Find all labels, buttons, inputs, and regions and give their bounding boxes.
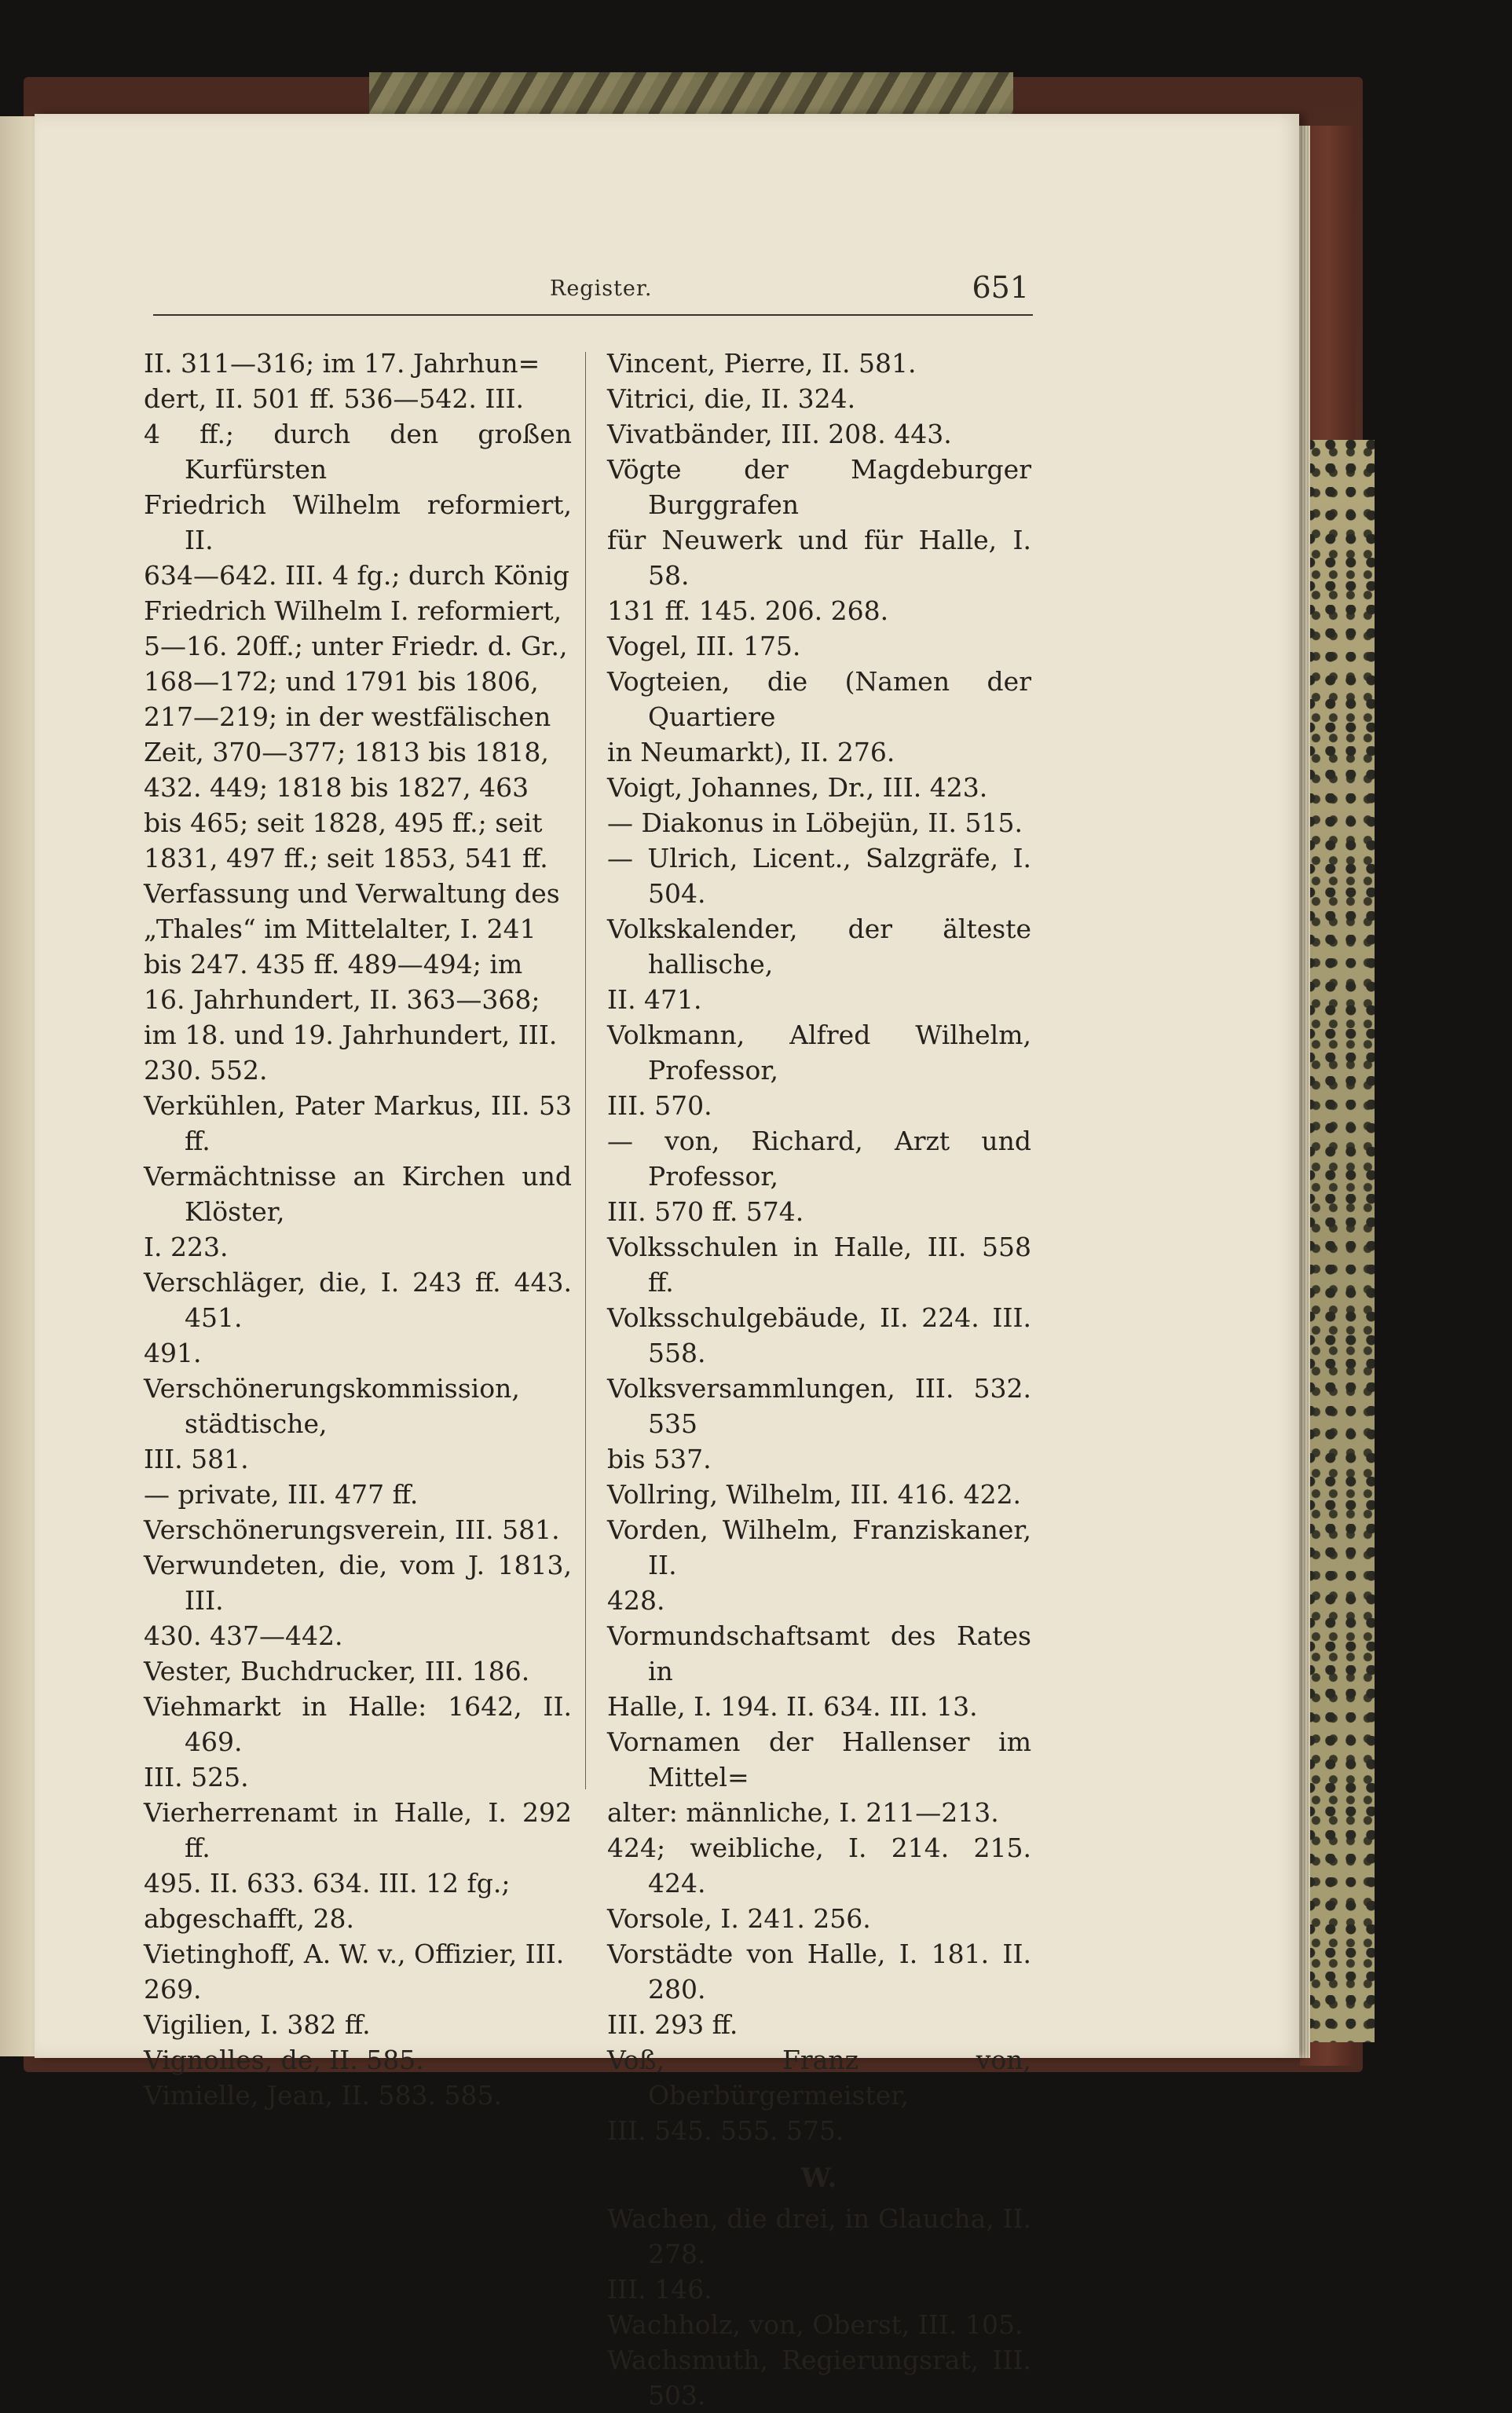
entry-line: in Neumarkt), II. 276.	[607, 737, 895, 767]
entry-line: Vitrici, die, II. 324.	[607, 383, 856, 414]
running-header: Register.	[550, 276, 653, 301]
entry-line: alter: männliche, I. 211—213.	[607, 1797, 999, 1828]
entry-line: für Neuwerk und für Halle, I. 58.	[607, 525, 1031, 591]
index-entry	[607, 840, 1031, 911]
marbled-endpaper	[1304, 440, 1375, 2042]
entry-line: Zeit, 370—377; 1813 bis 1818,	[144, 737, 549, 767]
header-rule	[153, 314, 1033, 316]
entry-line: 424; weibliche, I. 214. 215. 424.	[607, 1833, 1031, 1899]
entry-line: Verschönerungskommission, städtische,	[144, 1373, 520, 1439]
index-entry	[607, 911, 1031, 1017]
index-entry	[144, 2007, 572, 2042]
index-entry	[144, 1265, 572, 1371]
index-entry	[144, 1547, 572, 1653]
marbled-cover-top	[369, 72, 1013, 118]
entry-line: Vivatbänder, III. 208. 443.	[607, 419, 952, 449]
index-entry	[144, 346, 572, 876]
entry-line: Volksversammlungen, III. 532. 535	[607, 1373, 1031, 1439]
entry-line: bis 247. 435 ff. 489—494; im	[144, 949, 523, 979]
entry-line: im 18. und 19. Jahrhundert, III.	[144, 1020, 558, 1050]
entry-line: Halle, I. 194. II. 634. III. 13.	[607, 1691, 978, 1722]
entry-line: Vigilien, I. 382 ff.	[144, 2009, 371, 2040]
page-block-edges	[1299, 126, 1310, 2058]
entry-line: Vierherrenamt in Halle, I. 292 ff.	[144, 1797, 572, 1863]
entry-line: III. 293 ff.	[607, 2009, 738, 2040]
entry-line: Vignolles, de, II. 585.	[144, 2045, 424, 2075]
index-entry	[144, 1371, 572, 1477]
index-entry	[607, 1477, 1031, 1512]
index-entry	[607, 2342, 1031, 2413]
index-entry	[144, 2042, 572, 2078]
index-entry	[607, 1901, 1031, 1936]
entry-line: 131 ff. 145. 206. 268.	[607, 595, 889, 626]
entry-line: Verwundeten, die, vom J. 1813, III.	[144, 1550, 572, 1616]
index-entry	[607, 1123, 1031, 1229]
index-entry	[144, 1088, 572, 1159]
index-entry	[607, 2307, 1031, 2342]
entry-line: Verschläger, die, I. 243 ff. 443. 451.	[144, 1267, 572, 1333]
index-entry	[607, 1017, 1031, 1123]
entry-line: Vogteien, die (Namen der Quartiere	[607, 666, 1031, 732]
entry-line: Volkskalender, der älteste hallische,	[607, 914, 1031, 979]
entry-line: Volkmann, Alfred Wilhelm, Professor,	[607, 1020, 1031, 1086]
entry-line: I. 223.	[144, 1232, 229, 1262]
entry-line: Verschönerungsverein, III. 581.	[144, 1514, 560, 1545]
entry-line: Vogel, III. 175.	[607, 631, 801, 661]
entry-line: 428.	[607, 1585, 665, 1616]
index-entry	[607, 2042, 1031, 2148]
entry-line: bis 537.	[607, 1444, 712, 1474]
entry-line: II. 311—316; im 17. Jahrhun=	[144, 348, 540, 379]
index-entry	[607, 1229, 1031, 1300]
page-number: 651	[972, 270, 1029, 305]
index-entry	[607, 1724, 1031, 1901]
entry-line: 430. 437—442.	[144, 1620, 343, 1651]
index-entry	[607, 452, 1031, 628]
entry-line: bis 465; seit 1828, 495 ff.; seit	[144, 807, 543, 838]
entry-line: III. 581.	[144, 1444, 249, 1474]
entry-line: 432. 449; 1818 bis 1827, 463	[144, 772, 529, 803]
entry-line: — von, Richard, Arzt und Professor,	[607, 1126, 1031, 1192]
entry-line: III. 146.	[607, 2274, 712, 2305]
section-w-entries	[607, 2201, 1031, 2413]
entry-line: — private, III. 477 ff.	[144, 1479, 419, 1510]
entry-line: — Diakonus in Löbejün, II. 515.	[607, 807, 1023, 838]
entry-line: 634—642. III. 4 fg.; durch König	[144, 560, 569, 591]
entry-line: Vornamen der Hallenser im Mittel=	[607, 1726, 1031, 1792]
entry-line: Verfassung und Verwaltung des	[144, 878, 560, 909]
entry-line: Viehmarkt in Halle: 1642, II. 469.	[144, 1691, 572, 1757]
index-entry	[144, 1653, 572, 1689]
entry-line: 4 ff.; durch den großen Kurfürsten	[144, 419, 572, 485]
index-entry	[144, 876, 572, 1088]
entry-line: abgeschafft, 28.	[144, 1903, 354, 1934]
entry-line: Vorsole, I. 241. 256.	[607, 1903, 871, 1934]
entry-line: Vester, Buchdrucker, III. 186.	[144, 1656, 530, 1686]
left-page-edge	[0, 116, 38, 2056]
entry-line: Vorden, Wilhelm, Franziskaner, II.	[607, 1514, 1031, 1580]
entry-line: III. 570.	[607, 1090, 712, 1121]
entry-line: Vermächtnisse an Kirchen und Klöster,	[144, 1161, 572, 1227]
index-entry	[144, 1936, 572, 2007]
index-entry	[607, 770, 1031, 805]
entry-line: Vorstädte von Halle, I. 181. II. 280.	[607, 1939, 1031, 2005]
right-entries	[607, 346, 1031, 2148]
entry-line: 16. Jahrhundert, II. 363—368;	[144, 984, 540, 1015]
index-entry	[607, 381, 1031, 416]
index-column-left	[144, 346, 572, 2113]
entry-line: „Thales“ im Mittelalter, I. 241	[144, 914, 536, 944]
column-divider	[585, 352, 586, 1789]
entry-line: Friedrich Wilhelm I. reformiert,	[144, 595, 562, 626]
entry-line: 1831, 497 ff.; seit 1853, 541 ff.	[144, 843, 548, 873]
index-entry	[607, 1618, 1031, 1724]
index-entry	[607, 1512, 1031, 1618]
entry-line: Wachsmuth, Regierungsrat, III. 503.	[607, 2345, 1031, 2411]
entry-line: — Ulrich, Licent., Salzgräfe, I. 504.	[607, 843, 1031, 909]
entry-line: Vimielle, Jean, II. 583. 585.	[144, 2080, 502, 2111]
index-entry	[607, 416, 1031, 452]
entry-line: Voß, Franz von, Oberbürgermeister,	[607, 2045, 1031, 2111]
entry-line: Wachholz, von, Oberst, III. 105.	[607, 2309, 1023, 2340]
index-entry	[607, 1300, 1031, 1371]
index-entry	[144, 1159, 572, 1265]
entry-line: dert, II. 501 ff. 536—542. III.	[144, 383, 524, 414]
entry-line: 168—172; und 1791 bis 1806,	[144, 666, 539, 697]
index-entry	[144, 1689, 572, 1795]
entry-line: 230. 552.	[144, 1055, 268, 1086]
entry-line: 269.	[144, 1974, 202, 2005]
entry-line: 491.	[144, 1338, 202, 1368]
index-entry	[144, 1512, 572, 1547]
entry-line: III. 570 ff. 574.	[607, 1196, 804, 1227]
entry-line: 217—219; in der westfälischen	[144, 701, 551, 732]
index-entry	[144, 1477, 572, 1512]
entry-line: III. 525.	[144, 1762, 249, 1792]
entry-line: Friedrich Wilhelm reformiert, II.	[144, 489, 572, 555]
index-column-right	[607, 346, 1031, 2413]
entry-line: III. 545. 555. 575.	[607, 2115, 844, 2146]
entry-line: Verkühlen, Pater Markus, III. 53 ff.	[144, 1090, 572, 1156]
index-entry	[607, 1371, 1031, 1477]
entry-line: Wachen, die drei, in Glaucha, II. 278.	[607, 2203, 1031, 2269]
entry-line: Vormundschaftsamt des Rates in	[607, 1620, 1031, 1686]
entry-line: 495. II. 633. 634. III. 12 fg.;	[144, 1868, 511, 1899]
entry-line: Vincent, Pierre, II. 581.	[607, 348, 917, 379]
entry-line: Volksschulen in Halle, III. 558 ff.	[607, 1232, 1031, 1298]
entry-line: 5—16. 20ff.; unter Friedr. d. Gr.,	[144, 631, 568, 661]
entry-line: II. 471.	[607, 984, 702, 1015]
index-entry	[607, 2201, 1031, 2307]
index-entry	[144, 1795, 572, 1936]
entry-line: Vollring, Wilhelm, III. 416. 422.	[607, 1479, 1022, 1510]
index-entry	[607, 346, 1031, 381]
entry-line: Vietinghoff, A. W. v., Offizier, III.	[144, 1939, 565, 1969]
entry-line: Vögte der Magdeburger Burggrafen	[607, 454, 1031, 520]
index-entry	[607, 628, 1031, 664]
index-entry	[607, 664, 1031, 770]
index-entry	[607, 805, 1031, 840]
index-entry	[607, 1936, 1031, 2042]
index-entry	[144, 2078, 572, 2113]
section-letter-w: W.	[800, 2162, 838, 2194]
entry-line: Volksschulgebäude, II. 224. III. 558.	[607, 1302, 1031, 1368]
entry-line: Voigt, Johannes, Dr., III. 423.	[607, 772, 988, 803]
